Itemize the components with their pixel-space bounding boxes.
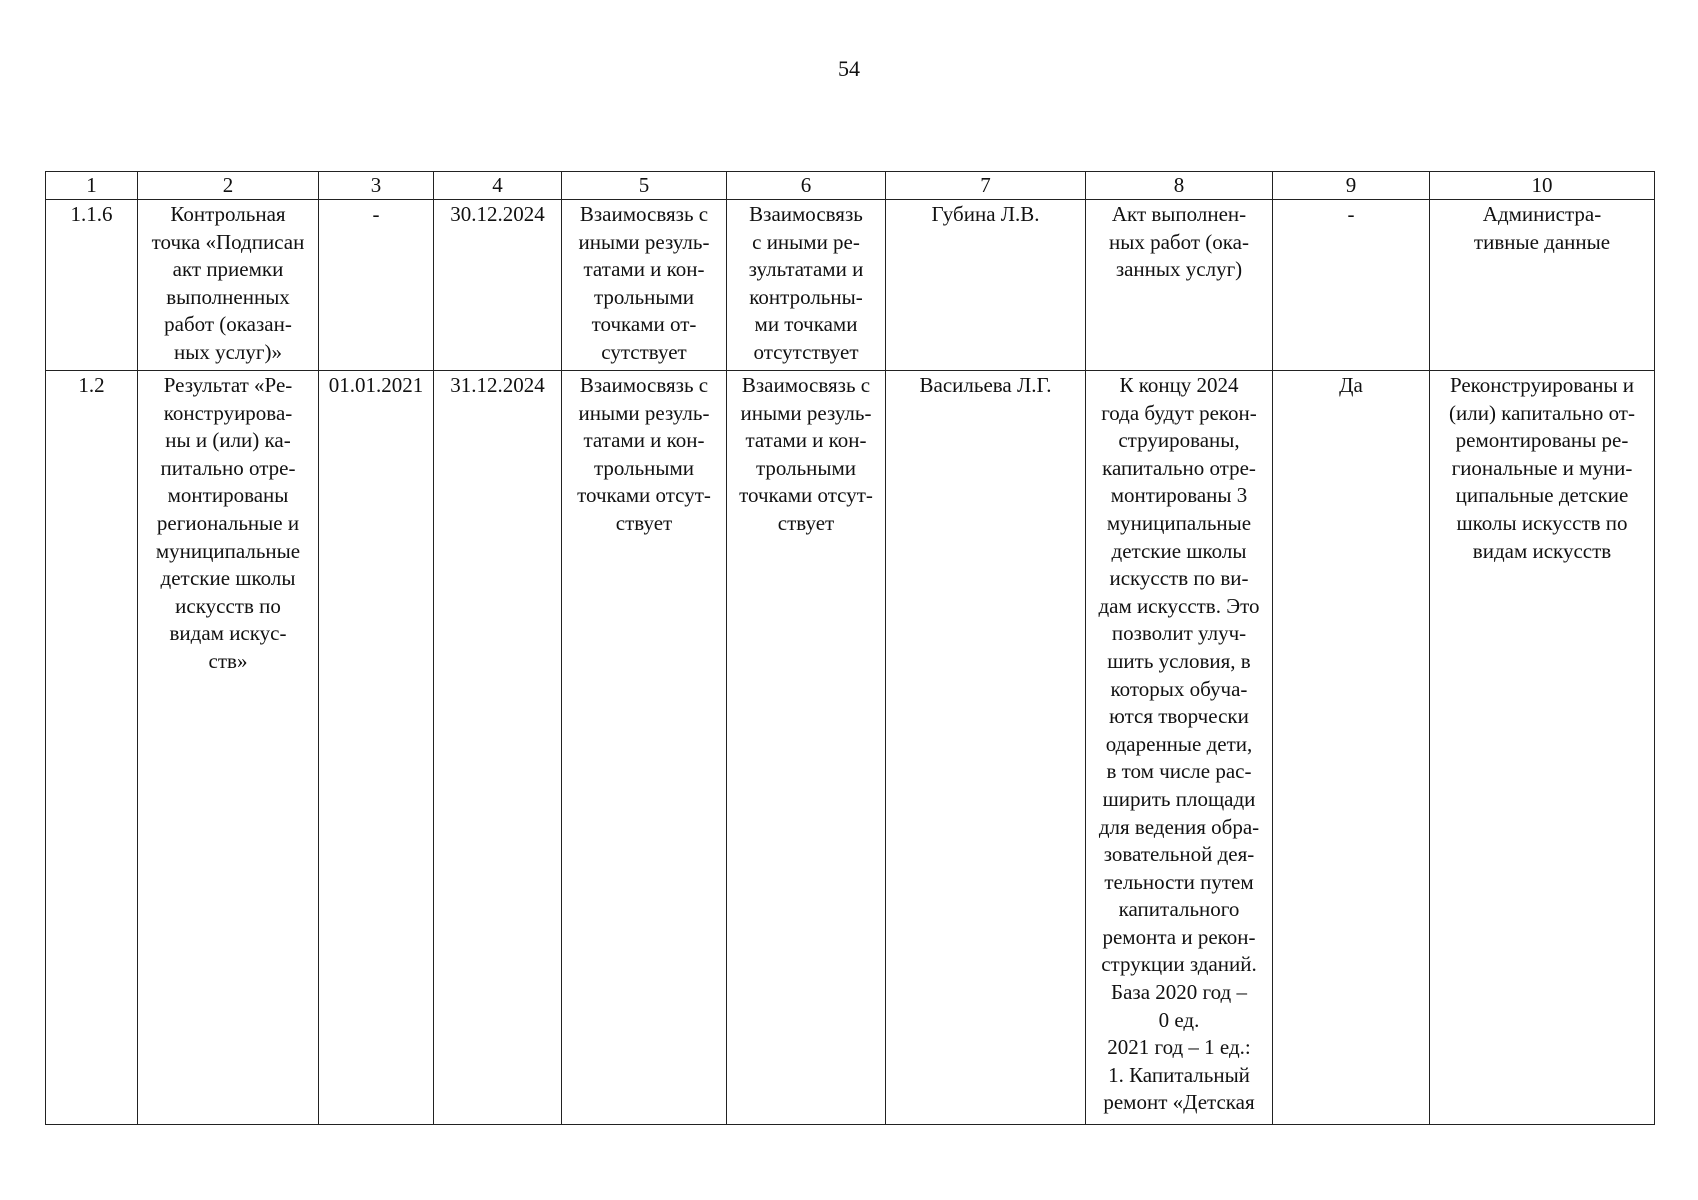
page-number: 54 <box>838 56 860 81</box>
table-row <box>46 200 1655 371</box>
header-cell: 3 <box>319 172 434 200</box>
row-number-cell: 1.2 <box>46 371 138 1125</box>
source-cell: Реконструированы и (или) капитально от- ремонтированы ре- гиональные и муни- ципальные детские школы искусств по видам искусств <box>1430 371 1655 1125</box>
header-cell: 1 <box>46 172 138 200</box>
flag-cell: Да <box>1273 371 1430 1125</box>
header-cell: 6 <box>727 172 886 200</box>
header-cell: 7 <box>886 172 1086 200</box>
successor-cell: Взаимосвязь с иными резуль- татами и кон- трольными точками отсут- ствует <box>727 371 886 1125</box>
table-row <box>46 371 1655 1125</box>
data-table <box>45 171 1655 1125</box>
header-cell: 5 <box>562 172 727 200</box>
predecessor-cell: Взаимосвязь с иными резуль- татами и кон- трольными точками отсут- ствует <box>562 371 727 1125</box>
description-cell: К концу 2024 года будут рекон- струированы, капитально отре- монтированы 3 муниципальные детские школы искусств по ви- дам искусств. Это позволит улуч- шить условия, в которых обуча- ются творчески одаренные дети, в том числе рас- ширить площади для ведения обра- зовательной дея- тельности путем капитального ремонта и рекон- струкции зданий. База 2020 год – 0 ед. 2021 год – 1 ед.: 1. Капитальный ремонт «Детская <box>1086 371 1273 1125</box>
end-date-cell: 30.12.2024 <box>434 200 562 371</box>
header-cell: 10 <box>1430 172 1655 200</box>
responsible-cell: Губина Л.В. <box>886 200 1086 371</box>
description-cell: Акт выполнен- ных работ (ока- занных услуг) <box>1086 200 1273 371</box>
successor-cell: Взаимосвязь с иными ре- зультатами и контрольны- ми точками отсутствует <box>727 200 886 371</box>
name-cell: Контрольная точка «Подписан акт приемки выполненных работ (оказан- ных услуг)» <box>138 200 319 371</box>
row-number-cell: 1.1.6 <box>46 200 138 371</box>
header-cell: 4 <box>434 172 562 200</box>
name-cell: Результат «Ре- конструирова- ны и (или) ка- питально отре- монтированы региональные и муниципальные детские школы искусств по видам искус- ств» <box>138 371 319 1125</box>
header-cell: 8 <box>1086 172 1273 200</box>
header-cell: 9 <box>1273 172 1430 200</box>
flag-cell: - <box>1273 200 1430 371</box>
responsible-cell: Васильева Л.Г. <box>886 371 1086 1125</box>
predecessor-cell: Взаимосвязь с иными резуль- татами и кон- трольными точками от- сутствует <box>562 200 727 371</box>
start-date-cell: - <box>319 200 434 371</box>
header-cell: 2 <box>138 172 319 200</box>
end-date-cell: 31.12.2024 <box>434 371 562 1125</box>
table-header-row <box>46 172 1655 200</box>
start-date-cell: 01.01.2021 <box>319 371 434 1125</box>
source-cell: Администра- тивные данные <box>1430 200 1655 371</box>
